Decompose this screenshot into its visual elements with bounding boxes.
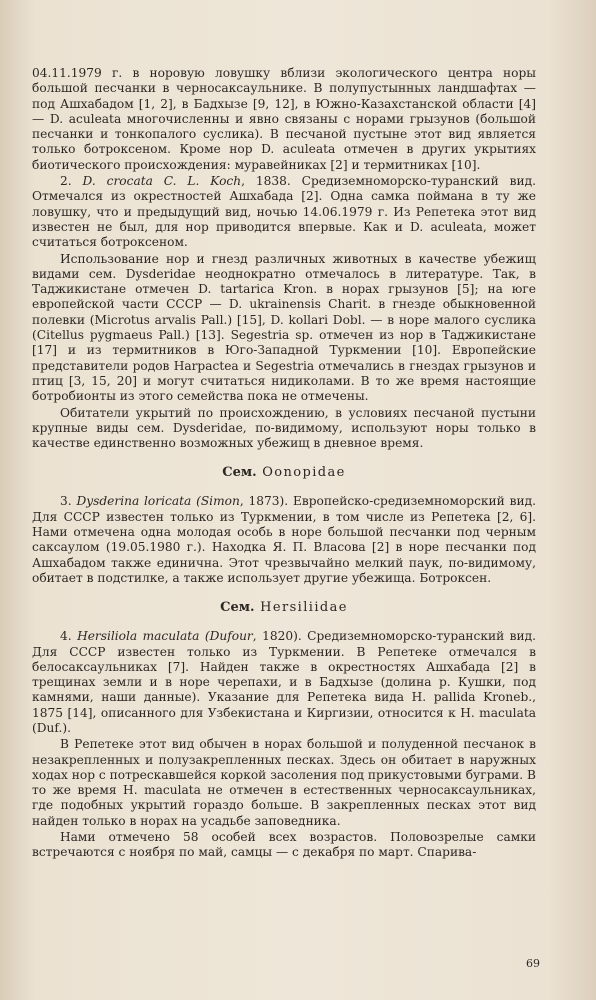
spacer (32, 452, 536, 465)
text-run: 3. (60, 494, 77, 509)
family-name: Hersiliidae (260, 600, 348, 616)
family-heading (32, 600, 536, 616)
spacer (32, 481, 536, 494)
spacer (32, 616, 536, 629)
paragraph (32, 629, 536, 736)
paragraph (32, 66, 536, 173)
family-heading (32, 465, 536, 481)
species-name: Dysderina loricata (Simon (76, 494, 240, 509)
paragraph (32, 737, 536, 829)
text-run: Обитатели укрытий по происхождению, в условиях песчаной пустыни крупные виды сем. Dysderidae, по-видимому, используют норы только в качестве единственно возможных убежищ в дневное время. (32, 405, 536, 451)
species-name: Hersiliola maculata (Dufour (77, 629, 253, 644)
text-run: В Репетеке этот вид обычен в норах большой и полуденной песчанок в незакрепленных и полузакрепленных песках. Здесь он обитает в наружных ходах нор с потрескавшейся коркой засоления под прикустовыми буграми. В то же время H. maculata не отмечен в естественных черносаксаульниках, где подобных укрытий гораздо больше. В закрепленных песках этот вид найден только в норах на усадьбе заповедника. (32, 737, 536, 828)
paragraph (32, 174, 536, 250)
page-text (32, 66, 536, 862)
paragraph (32, 252, 536, 405)
paragraph (32, 830, 536, 861)
paragraph (32, 494, 536, 586)
text-run: Использование нор и гнезд различных животных в качестве убежищ видами сем. Dysderidae неоднократно отмечалось в литературе. Так, в Таджикистане отмечен D. tartarica Kron. в норах грызунов [5]; на юге европейской части СССР — D. ukrainensis Charit. в гнезде обыкновенной полевки (Microtus arvalis Pall.) [15], D. kollari Dobl. — в норе малого суслика (Citellus pygmaeus Pall.) [13]. Segestria sp. отмечен из нор в Таджикистане [17] и из термитников в Юго-Западной Туркмении [10]. Европейские представители родов Harpactea и Segestria отмечались в гнездах грызунов и птиц [3, 15, 20] и могут считаться нидиколами. В то же время настоящие ботробионты из этого семейства пока не отмечены. (32, 251, 536, 404)
family-abbrev: Сем. (220, 600, 255, 616)
text-run: Нами отмечено 58 особей всех возрастов. Половозрелые самки встречаются с ноября по май, самцы — с декабря по март. Спарива- (32, 830, 536, 860)
text-run: , 1873). Европейско-средиземноморский вид. Для СССР известен только из Туркмении, в том числе из Репетека [2, 6]. Нами отмечена одна молодая особь в норе большой песчанки под черным саксаулом (19.05.1980 г.). Находка Я. П. Власова [2] в норе песчанки под Ашхабадом также единична. Этот чрезвычайно мелкий паук, по-видимому, обитает в подстилке, а также использует другие убежища. Ботроксен. (32, 494, 536, 585)
family-name: Oonopidae (262, 465, 346, 481)
text-run: 04.11.1979 г. в норовую ловушку вблизи экологического центра норы большой песчанки в черносаксаульнике. В полупустынных ландшафтах — под Ашхабадом [1, 2], в Бадхызе [9, 12], в Южно-Казахстанской области [4] — D. aculeata многочисленны и явно связаны с норами грызунов (большой песчанки и тонкопалого суслика). В песчаной пустыне этот вид является только ботроксеном. Кроме нор D. aculeata отмечен в других укрытиях биотического происхождения: муравейниках [2] и термитниках [10]. (32, 66, 536, 172)
text-run: 2. (60, 174, 83, 189)
text-run: , 1838. Средиземноморско-туранский вид. Отмечался из окрестностей Ашхабада [2]. Одна самка поймана в ту же ловушку, что и предыдущий вид, ночью 14.06.1979 г. Из Репетека этот вид известен не был, для нор приводится впервые. Как и D. aculeata, может считаться ботроксеном. (32, 174, 536, 250)
paragraph (32, 406, 536, 452)
species-name: D. crocata C. L. Koch (82, 174, 242, 189)
family-abbrev: Сем. (222, 465, 257, 481)
page-number: 69 (526, 957, 540, 970)
text-run: , 1820). Средиземноморско-туранский вид. Для СССР известен только из Туркмении. В Репетеке отмечался в белосаксаульниках [7]. Найден также в окрестностях Ашхабада [2] в трещинах земли и в норе черепахи, и в Бадхызе (долина р. Кушки, под камнями, наши данные). Указание для Репетека вида H. pallida Kroneb., 1875 [14], описанного для Узбекистана и Киргизии, относится к H. maculata (Duf.). (32, 629, 536, 735)
text-run: 4. (60, 629, 78, 644)
spacer (32, 587, 536, 600)
